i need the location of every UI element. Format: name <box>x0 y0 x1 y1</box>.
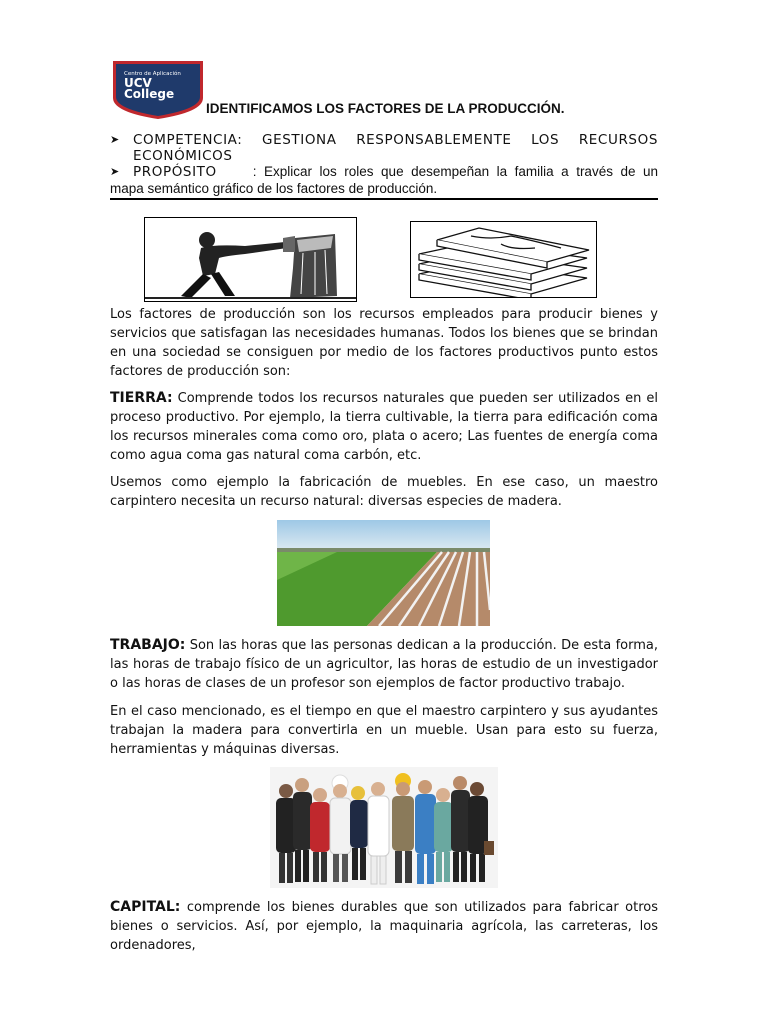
logo-line2: College <box>124 87 175 101</box>
trabajo-text: Son las horas que las personas dedican a la producción. De esta forma, las horas de trabajo físico de un agricultor, las horas de estudio de un investigador o las horas de clases de un profesor son ejemplos de factor productivo trabajo. <box>110 638 658 691</box>
proposito-text: : Explicar los roles que desempeñan la familia a través de un <box>252 164 658 179</box>
tierra-paragraph <box>110 389 658 465</box>
trabajo-heading: TRABAJO: <box>110 637 186 653</box>
trabajo-paragraph <box>110 636 658 693</box>
capital-text: comprende los bienes durables que son utilizados para fabricar otros bienes o servicios. Así, por ejemplo, la maquinaria agrícola, las carreteras, los ordenadores, <box>110 900 658 953</box>
ejemplo-muebles-paragraph: Usemos como ejemplo la fabricación de muebles. En ese caso, un maestro carpintero necesita un recurso natural: diversas especies de madera. <box>110 475 658 509</box>
workers-photo <box>270 767 498 888</box>
woodcutter-illustration <box>144 217 357 302</box>
proposito-line2: mapa semántico gráfico de los factores de producción. <box>110 181 438 196</box>
bullet-arrow-icon: ➤ <box>110 133 120 146</box>
tierra-text: Comprende todos los recursos naturales que pueden ser utilizados en el proceso productivo. Por ejemplo, la tierra cultivable, la tierra para edificación coma los recursos minerales coma como oro, plata o acero; Las fuentes de energía coma como agua coma gas natural coma carbón, etc. <box>110 391 658 463</box>
tierra-heading: TIERRA: <box>110 390 173 406</box>
competencia-line1: COMPETENCIA: GESTIONA RESPONSABLEMENTE LOS RECURSOS <box>133 132 658 148</box>
ucv-college-logo <box>112 60 204 120</box>
proposito-line1 <box>133 164 658 180</box>
intro-paragraph: Los factores de producción son los recursos empleados para producir bienes y servicios que satisfagan las necesidades humanas. Todos los bienes que se brindan en una sociedad se consiguen por medio de los factores productivos punto estos factores de producción son: <box>110 307 658 379</box>
caso-paragraph: En el caso mencionado, es el tiempo en que el maestro carpintero y sus ayudantes trabajan la madera para convertirla en un mueble. Usan para esto su fuerza, herramientas y máquinas diversas. <box>110 704 658 757</box>
capital-paragraph <box>110 898 658 955</box>
logo-small-text: Centro de Aplicación <box>124 71 181 77</box>
logo-line1: UCV <box>124 76 152 90</box>
proposito-label: PROPÓSITO <box>133 164 217 180</box>
competencia-line2: ECONÓMICOS <box>133 148 233 164</box>
page-title: IDENTIFICAMOS LOS FACTORES DE LA PRODUCCIÓN. <box>206 101 565 116</box>
field-photo <box>277 520 490 626</box>
lumber-stack-illustration <box>410 221 597 298</box>
bullet-arrow-icon: ➤ <box>110 165 120 178</box>
capital-heading: CAPITAL: <box>110 899 181 915</box>
divider <box>110 198 658 200</box>
